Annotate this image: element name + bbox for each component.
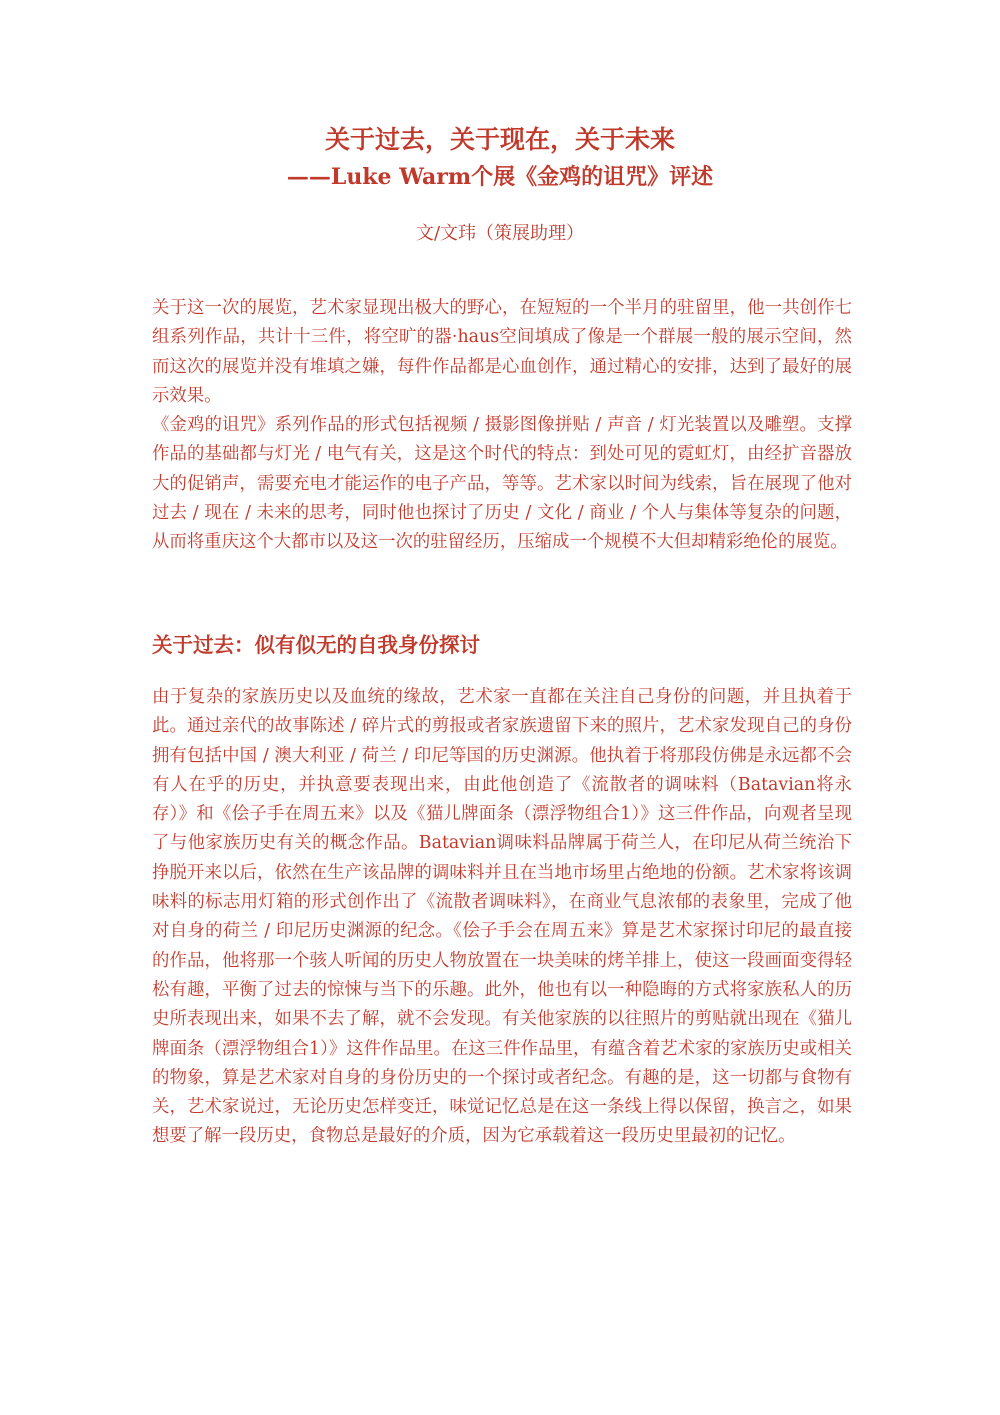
author-line: 文/文玮（策展助理）	[415, 223, 585, 244]
section-heading-past: 关于过去：似有似无的自我身份探讨	[152, 633, 480, 657]
section-past-paragraph: 由于复杂的家族历史以及血统的缘故，艺术家一直都在关注自己身份的问题，并且执着于此。通过亲代的故事陈述 / 碎片式的剪报或者家族遗留下来的照片，艺术家发现自己的身份拥有包括中国 / 澳大利亚 / 荷兰 / 印尼等国的历史渊源。他执着于将那段仿佛是永远都不会有人在乎的历史，并执意要表现出来，由此他创造了《流散者的调味料（Batavian将永存）》和《侩子手在周五来》以及《猫儿牌面条（漂浮物组合1）》这三件作品，向观者呈现了与他家族历史有关的概念作品。Batavian调味料品牌属于荷兰人，在印尼从荷兰统治下挣脱开来以后，依然在生产该品牌的调味料并且在当地市场里占绝地的份额。艺术家将该调味料的标志用灯箱的形式创作出了《流散者调味料》，在商业气息浓郁的表象里，完成了他对自身的荷兰 / 印尼历史渊源的纪念。《侩子手会在周五来》算是艺术家探讨印尼的最直接的作品，他将那一个骇人听闻的历史人物放置在一块美味的烤羊排上，使这一段画面变得轻松有趣，平衡了过去的惊悚与当下的乐趣。此外，他也有以一种隐晦的方式将家族私人的历史所表现出来，如果不去了解，就不会发现。有关他家族的以往照片的剪贴就出现在《猫儿牌面条（漂浮物组合1）》这件作品里。在这三件作品里，有蕴含着艺术家的家族历史或相关的物象，算是艺术家对自身的身份历史的一个探讨或者纪念。有趣的是，这一切都与食物有关，艺术家说过，无论历史怎样变迁，味觉记忆总是在这一条线上得以保留，换言之，如果想要了解一段历史，食物总是最好的介质，因为它承载着这一段历史里最初的记忆。	[152, 687, 852, 1147]
section-past-body	[152, 683, 852, 1152]
page-title: 关于过去，关于现在，关于未来	[324, 125, 675, 154]
intro-paragraph-2: 《金鸡的诅咒》系列作品的形式包括视频 / 摄影图像拼贴 / 声音 / 灯光装置以及雕塑。支撑作品的基础都与灯光 / 电气有关，这是这个时代的特点：到处可见的霓虹灯，由经扩音器放大的促销声，需要充电才能运作的电子产品，等等。艺术家以时间为线索，旨在展现了他对过去 / 现在 / 未来的思考，同时他也探讨了历史 / 文化 / 商业 / 个人与集体等复杂的问题，从而将重庆这个大都市以及这一次的驻留经历，压缩成一个规模不大但却精彩绝伦的展览。	[152, 415, 852, 553]
intro-section	[152, 294, 852, 558]
page-subtitle: ——Luke Warm个展《金鸡的诅咒》评述	[286, 164, 714, 190]
intro-paragraph-1: 关于这一次的展览，艺术家显现出极大的野心，在短短的一个半月的驻留里，他一共创作七组系列作品，共计十三件，将空旷的器·haus空间填成了像是一个群展一般的展示空间，然而这次的展览并没有堆填之嫌，每件作品都是心血创作，通过精心的安排，达到了最好的展示效果。	[152, 298, 852, 406]
